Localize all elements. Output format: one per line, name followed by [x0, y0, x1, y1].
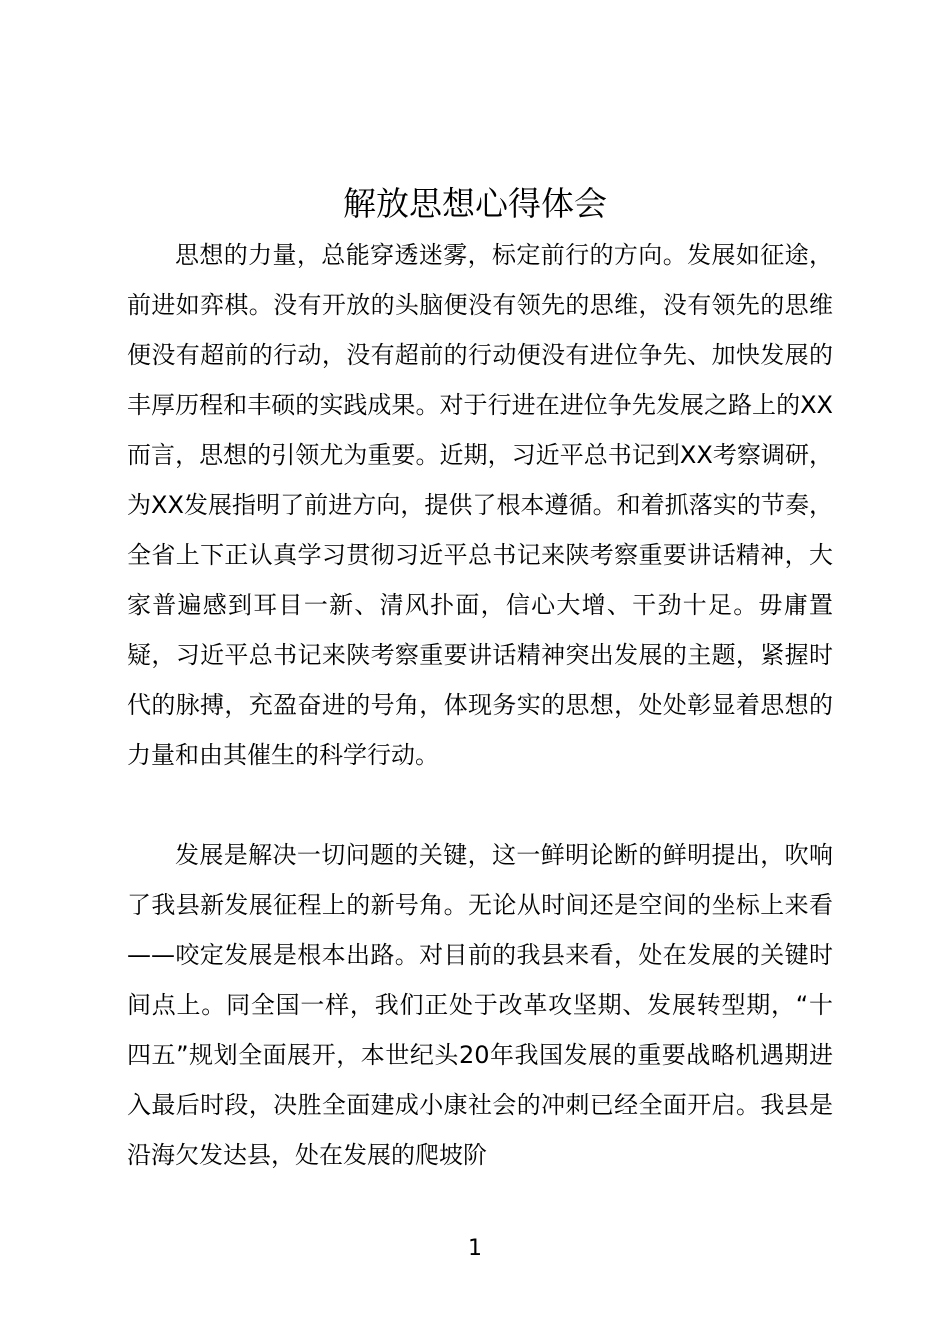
body-paragraph-1: 思想的力量，总能穿透迷雾，标定前行的方向。发展如征途，前进如弈棋。没有开放的头脑便没有领先的思维，没有领先的思维便没有超前的行动，没有超前的行动便没有进位争先、加快发展的丰厚历程和丰硕的实践成果。对于行进在进位争先发展之路上的XX而言，思想的引领尤为重要。近期，习近平总书记到XX考察调研，为XX发展指明了前进方向，提供了根本遵循。和着抓落实的节奏，全省上下正认真学习贯彻习近平总书记来陕考察重要讲话精神，大家普遍感到耳目一新、清风扑面，信心大增、干劲十足。毋庸置疑，习近平总书记来陕考察重要讲话精神突出发展的主题，紧握时代的脉搏，充盈奋进的号角，体现务实的思想，处处彰显着思想的力量和由其催生的科学行动。 [127, 241, 833, 769]
body-paragraph-2: 发展是解决一切问题的关键，这一鲜明论断的鲜明提出，吹响了我县新发展征程上的新号角。无论从时间还是空间的坐标上来看——咬定发展是根本出路。对目前的我县来看，处在发展的关键时间点上。同全国一样，我们正处于改革攻坚期、发展转型期，“十四五”规划全面展开，本世纪头20年我国发展的重要战略机遇期进入最后时段，决胜全面建成小康社会的冲刺已经全面开启。我县是沿海欠发达县，处在发展的爬坡阶 [127, 841, 833, 1169]
document-title: 解放思想心得体会 [343, 184, 607, 223]
page-number: 1 [468, 1236, 482, 1261]
